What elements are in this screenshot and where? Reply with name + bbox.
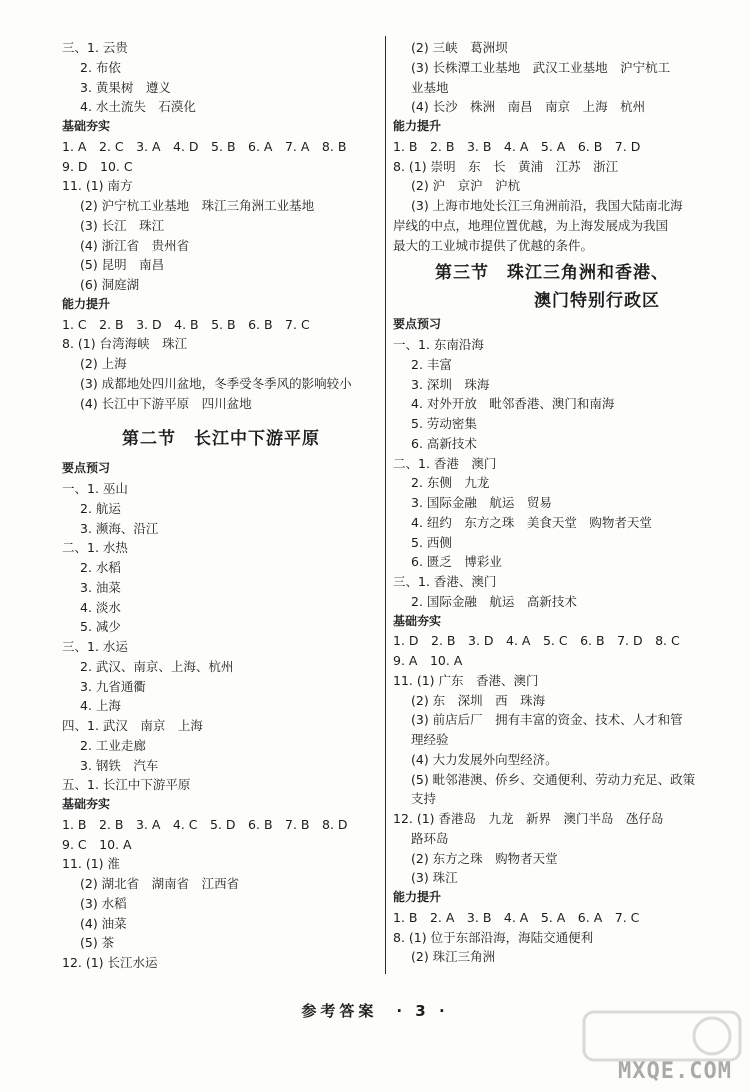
answer-line: 11. (1) 南方	[62, 178, 133, 194]
answer-line: 最大的工业城市提供了优越的条件。	[393, 237, 594, 253]
answer-line: (3) 长株潭工业基地 武汉工业基地 沪宁杭工	[411, 59, 671, 75]
answer-line: 6. 高新技术	[411, 435, 477, 451]
answer-line: 2. 丰富	[411, 356, 452, 372]
answer-line: 3. 濒海、沿江	[80, 520, 159, 536]
answer-line: 9. D 10. C	[62, 158, 133, 174]
answer-line: (3) 长江 珠江	[80, 217, 165, 233]
answer-line: 4. 对外开放 毗邻香港、澳门和南海	[411, 396, 615, 412]
section-label: 能力提升	[393, 119, 442, 133]
answer-line: 1. D 2. B 3. D 4. A 5. C 6. B 7. D 8. C	[393, 633, 680, 649]
answer-line: 1. C 2. B 3. D 4. B 5. B 6. B 7. C	[62, 316, 310, 332]
answer-line: 一、1. 巫山	[62, 481, 128, 496]
answer-line: 11. (1) 淮	[62, 856, 121, 872]
answer-line: 3. 钢铁 汽车	[80, 757, 159, 773]
right-column	[393, 38, 711, 967]
answer-line: (2) 珠江三角洲	[411, 949, 496, 965]
answer-line: 2. 工业走廊	[80, 737, 146, 753]
answer-line: (3) 水稻	[80, 895, 127, 911]
answer-line: 12. (1) 香港岛 九龙 新界 澳门半岛 氹仔岛	[393, 811, 664, 826]
answer-line: 5. 减少	[80, 619, 121, 635]
answer-line: 11. (1) 广东 香港、澳门	[393, 672, 539, 688]
answer-line: 2. 国际金融 航运 高新技术	[411, 593, 577, 609]
answer-line: (4) 浙江省 贵州省	[80, 237, 190, 253]
answer-line: (2) 东方之珠 购物者天堂	[411, 850, 558, 866]
answer-line: 一、1. 东南沿海	[393, 337, 484, 352]
answer-line: (4) 长江中下游平原 四川盆地	[80, 395, 252, 411]
answer-line: (4) 大力发展外向型经济。	[411, 751, 558, 767]
section-title: 第二节 长江中下游平原	[122, 429, 320, 450]
answer-line: (2) 东 深圳 西 珠海	[411, 692, 546, 708]
answer-line: 5. 西侧	[411, 534, 452, 550]
answer-line: (5) 昆明 南昌	[80, 257, 165, 273]
answer-line: (3) 成都地处四川盆地，冬季受冬季风的影响较小	[80, 375, 352, 391]
answer-line: 3. 深圳 珠海	[411, 376, 490, 392]
answer-line: 2. 布依	[80, 59, 121, 75]
section-label: 基础夯实	[62, 119, 111, 133]
answer-line: 2. 东侧 九龙	[411, 475, 490, 491]
answer-line: 3. 油菜	[80, 579, 121, 595]
answer-line: 4. 淡水	[80, 599, 121, 615]
answer-line: 4. 水土流失 石漠化	[80, 99, 196, 115]
answer-line: (2) 湖北省 湖南省 江西省	[80, 876, 240, 891]
answer-line: 1. B 2. B 3. A 4. C 5. D 6. B 7. B 8. D	[62, 816, 348, 832]
left-column	[62, 38, 380, 973]
section-label: 要点预习	[393, 317, 442, 332]
answer-line: 2. 武汉、南京、上海、杭州	[80, 658, 234, 674]
answer-line: 9. C 10. A	[62, 836, 132, 852]
section-label: 基础夯实	[393, 613, 442, 628]
answer-line: (4) 油菜	[80, 915, 127, 931]
section-label: 能力提升	[393, 890, 442, 904]
answer-line: 5. 劳动密集	[411, 416, 477, 431]
answer-line: 6. 匮乏 博彩业	[411, 554, 502, 570]
answer-line: 三、1. 水运	[62, 639, 128, 654]
answer-line: (5) 毗邻港澳、侨乡、交通便利、劳动力充足、政策	[411, 771, 696, 787]
answer-line: 3. 九省通衢	[80, 678, 146, 694]
answer-continuation: 业基地	[411, 79, 449, 95]
answer-line: 1. A 2. C 3. A 4. D 5. B 6. A 7. A 8. B	[62, 138, 347, 154]
answer-line: (5) 茶	[80, 935, 115, 951]
answer-line: 岸线的中点，地理位置优越，为上海发展成为我国	[393, 217, 669, 233]
answer-line: 2. 水稻	[80, 560, 121, 575]
answer-line: 2. 航运	[80, 500, 121, 516]
answer-line: (3) 上海市地处长江三角洲前沿，我国大陆南北海	[411, 198, 683, 213]
section-label: 能力提升	[62, 296, 111, 311]
answer-continuation: 支持	[411, 791, 437, 807]
answer-line: (2) 沪宁杭工业基地 珠江三角洲工业基地	[80, 198, 315, 213]
answer-line: 12. (1) 长江水运	[62, 955, 158, 970]
answer-line: (3) 珠江	[411, 870, 458, 886]
answer-continuation: 理经验	[411, 732, 449, 747]
section-title: 第三节 珠江三角洲和香港、	[435, 263, 669, 284]
answer-line: 1. B 2. A 3. B 4. A 5. A 6. A 7. C	[393, 909, 640, 925]
column-divider	[385, 36, 386, 974]
answer-line: (4) 长沙 株洲 南昌 南京 上海 杭州	[411, 99, 646, 115]
answer-line: 1. B 2. B 3. B 4. A 5. A 6. B 7. D	[393, 138, 641, 154]
answer-line: 五、1. 长江中下游平原	[62, 777, 191, 793]
answer-line: 9. A 10. A	[393, 653, 463, 668]
answer-line: (6) 洞庭湖	[80, 277, 140, 292]
answer-line: 三、1. 云贵	[62, 40, 128, 55]
answer-line: 8. (1) 台湾海峡 珠江	[62, 336, 188, 352]
answer-line: 二、1. 香港 澳门	[393, 455, 497, 471]
answer-line: 四、1. 武汉 南京 上海	[62, 718, 203, 733]
answer-continuation: 路环岛	[411, 830, 449, 846]
page-footer: 参考答案 · 3 ·	[301, 1002, 449, 1020]
answer-line: (3) 前店后厂 拥有丰富的资金、技术、人才和管	[411, 712, 683, 728]
answer-line: 3. 黄果树 遵义	[80, 79, 171, 95]
answer-line: 三、1. 香港、澳门	[393, 574, 497, 589]
watermark-text: MXQE.COM	[618, 1059, 732, 1084]
section-title-continuation: 澳门特别行政区	[534, 291, 660, 312]
section-label: 要点预习	[62, 461, 111, 476]
answer-line: 8. (1) 位于东部沿海，海陆交通便利	[393, 929, 594, 945]
answer-line: 8. (1) 崇明 东 长 黄浦 江苏 浙江	[393, 158, 619, 174]
answer-line: (2) 三峡 葛洲坝	[411, 40, 508, 55]
answer-line: (2) 沪 京沪 沪杭	[411, 178, 521, 194]
answer-line: 4. 纽约 东方之珠 美食天堂 购物者天堂	[411, 514, 652, 530]
answer-line: 3. 国际金融 航运 贸易	[411, 495, 552, 510]
answer-line: 4. 上海	[80, 698, 121, 714]
answer-line: 二、1. 水热	[62, 540, 128, 556]
section-label: 基础夯实	[62, 797, 111, 811]
answer-line: (2) 上海	[80, 356, 127, 371]
